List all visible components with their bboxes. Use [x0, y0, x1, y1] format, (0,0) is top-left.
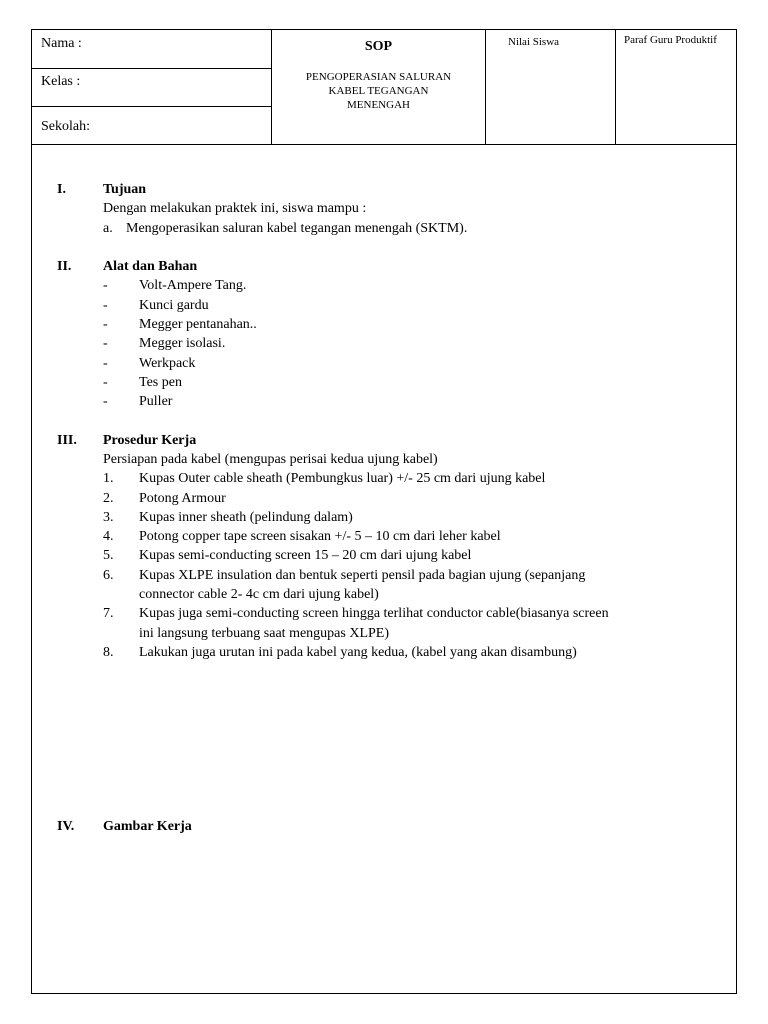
section-heading: Gambar Kerja [103, 819, 192, 834]
header-column-divider [615, 30, 616, 144]
step-number: 2. [103, 491, 114, 506]
header-table [32, 30, 736, 145]
list-item: Volt-Ampere Tang. [139, 278, 247, 293]
sop-title-line: PENGOPERASIAN SALURAN [305, 71, 452, 83]
list-item: Kunci gardu [139, 298, 209, 313]
step-text-continuation: ini langsung terbuang saat mengupas XLPE) [139, 626, 390, 641]
section-number: I. [57, 182, 66, 197]
prosedur-intro: Persiapan pada kabel (mengupas perisai kedua ujung kabel) [103, 452, 438, 467]
tujuan-item-marker: a. [103, 221, 113, 236]
list-bullet: - [103, 336, 108, 351]
step-text: Kupas Outer cable sheath (Pembungkus luar) +/- 25 cm dari ujung kabel [139, 471, 546, 486]
tujuan-item: Mengoperasikan saluran kabel tegangan menengah (SKTM). [126, 221, 468, 236]
sop-title [272, 70, 485, 112]
list-item: Tes pen [139, 375, 182, 390]
sop-title-line: KABEL TEGANGAN [328, 85, 429, 97]
list-item: Megger isolasi. [139, 336, 226, 351]
section-number: II. [57, 259, 72, 274]
step-number: 3. [103, 510, 114, 525]
section-heading: Alat dan Bahan [103, 259, 198, 274]
step-number: 4. [103, 529, 114, 544]
step-text: Lakukan juga urutan ini pada kabel yang kedua, (kabel yang akan disambung) [139, 645, 577, 660]
list-bullet: - [103, 394, 108, 409]
step-text: Kupas inner sheath (pelindung dalam) [139, 510, 353, 525]
step-text: Kupas juga semi-conducting screen hingga terlihat conductor cable(biasanya screen [139, 606, 609, 621]
list-bullet: - [103, 278, 108, 293]
step-number: 6. [103, 568, 114, 583]
tujuan-intro: Dengan melakukan praktek ini, siswa mampu : [103, 201, 367, 216]
section-number: IV. [57, 819, 75, 834]
list-bullet: - [103, 298, 108, 313]
nilai-siswa-label: Nilai Siswa [508, 36, 560, 48]
section-number: III. [57, 433, 77, 448]
list-bullet: - [103, 356, 108, 371]
step-number: 5. [103, 548, 114, 563]
sop-label: SOP [364, 39, 393, 54]
document-frame [31, 29, 737, 994]
header-divider [32, 68, 271, 69]
step-number: 1. [103, 471, 114, 486]
list-item: Megger pentanahan.. [139, 317, 257, 332]
header-divider [32, 106, 271, 107]
sop-title-line: MENENGAH [347, 99, 410, 111]
section-heading: Tujuan [103, 182, 147, 197]
kelas-label: Kelas : [41, 74, 81, 89]
section-heading: Prosedur Kerja [103, 433, 197, 448]
list-item: Werkpack [139, 356, 196, 371]
header-column-divider [485, 30, 486, 144]
step-number: 7. [103, 606, 114, 621]
nama-label: Nama : [41, 36, 82, 51]
step-text-continuation: connector cable 2- 4c cm dari ujung kabel) [139, 587, 379, 602]
list-bullet: - [103, 375, 108, 390]
step-text: Potong Armour [139, 491, 226, 506]
step-number: 8. [103, 645, 114, 660]
step-text: Potong copper tape screen sisakan +/- 5 – 10 cm dari leher kabel [139, 529, 501, 544]
sekolah-label: Sekolah: [41, 119, 90, 134]
list-item: Puller [139, 394, 173, 409]
step-text: Kupas semi-conducting screen 15 – 20 cm dari ujung kabel [139, 548, 472, 563]
list-bullet: - [103, 317, 108, 332]
paraf-guru-label: Paraf Guru Produktif [624, 34, 717, 46]
step-text: Kupas XLPE insulation dan bentuk seperti pensil pada bagian ujung (sepanjang [139, 568, 586, 583]
